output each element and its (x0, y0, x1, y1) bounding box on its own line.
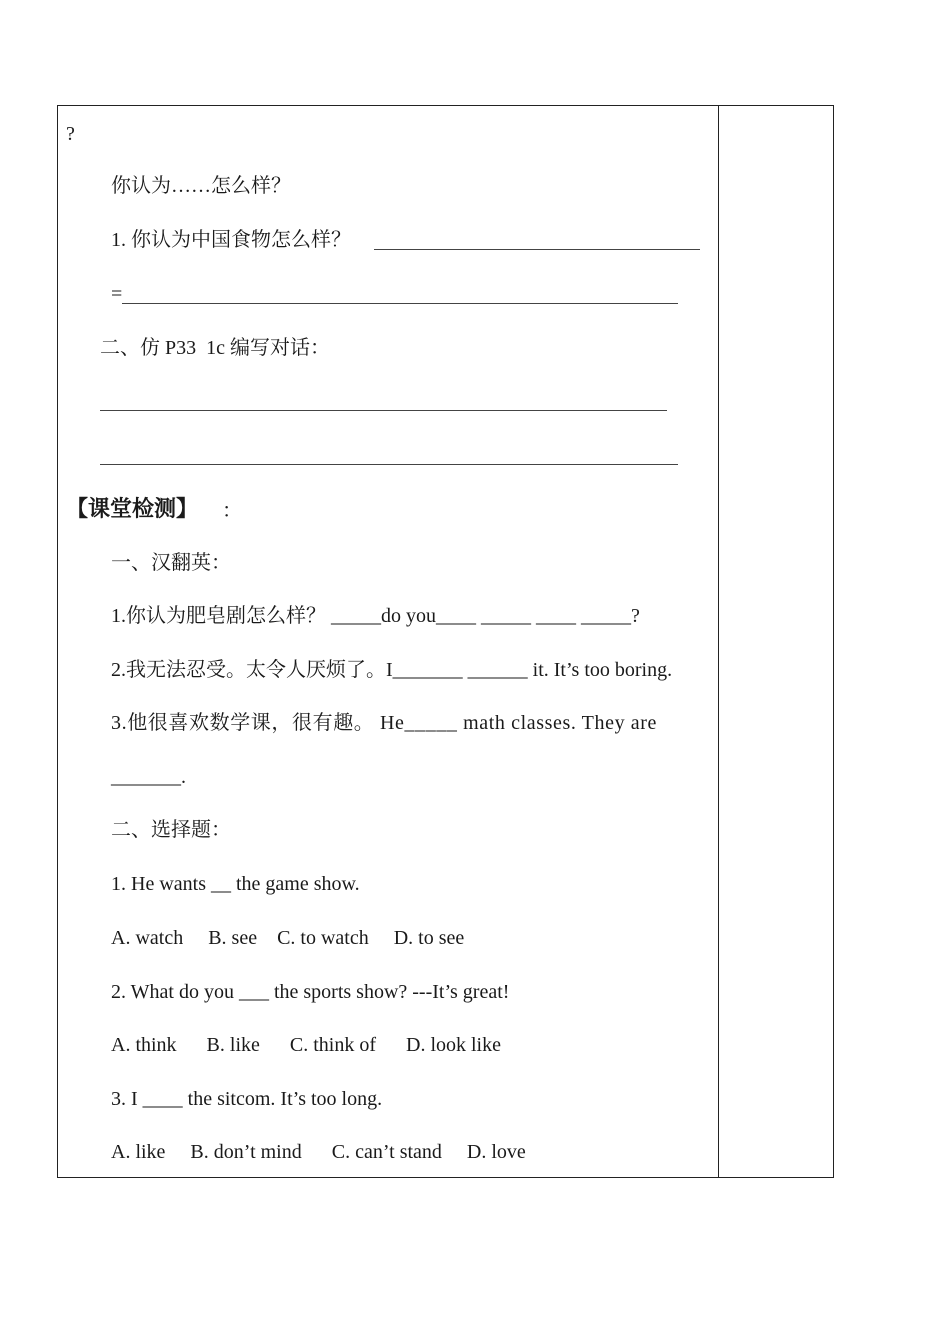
translate-item-3-cont: _______. (111, 766, 186, 788)
subheading-choice: 二、选择题： (111, 819, 231, 841)
exercise-chinese-food: 1. 你认为中国食物怎么样？ (111, 229, 351, 251)
section-colon: ： (222, 500, 242, 522)
choice-options-1: A. watch B. see C. to watch D. to see (111, 927, 465, 949)
choice-question-3: 3. I ____ the sitcom. It’s too long. (111, 1088, 383, 1110)
question-mark: ? (66, 123, 75, 145)
choice-question-2: 2. What do you ___ the sports show? ---It’s great! (111, 981, 510, 1003)
prompt-line: 你认为……怎么样？ (111, 175, 291, 197)
equals-line: = (111, 283, 123, 305)
choice-options-2: A. think B. like C. think of D. look like (111, 1034, 501, 1056)
answer-blank[interactable] (100, 464, 678, 465)
table-divider (718, 105, 719, 1178)
choice-question-1: 1. He wants __ the game show. (111, 873, 360, 895)
answer-blank[interactable] (122, 303, 678, 304)
dialogue-instruction: 二、仿 P33 1c 编写对话： (100, 337, 330, 359)
translate-item-1: 1.你认为肥皂剧怎么样？ _____do you____ _____ ____ _____? (111, 605, 640, 627)
subheading-translate: 一、汉翻英： (111, 552, 231, 574)
answer-blank[interactable] (374, 249, 700, 250)
translate-item-3: 3.他很喜欢数学课，很有趣。 He_____ math classes. They are (111, 712, 657, 734)
choice-options-3: A. like B. don’t mind C. can’t stand D. love (111, 1141, 526, 1163)
answer-blank[interactable] (100, 410, 667, 411)
section-title: 【课堂检测】 (66, 496, 199, 521)
translate-item-2: 2.我无法忍受。太令人厌烦了。I_______ ______ it. It’s too boring. (111, 659, 673, 681)
